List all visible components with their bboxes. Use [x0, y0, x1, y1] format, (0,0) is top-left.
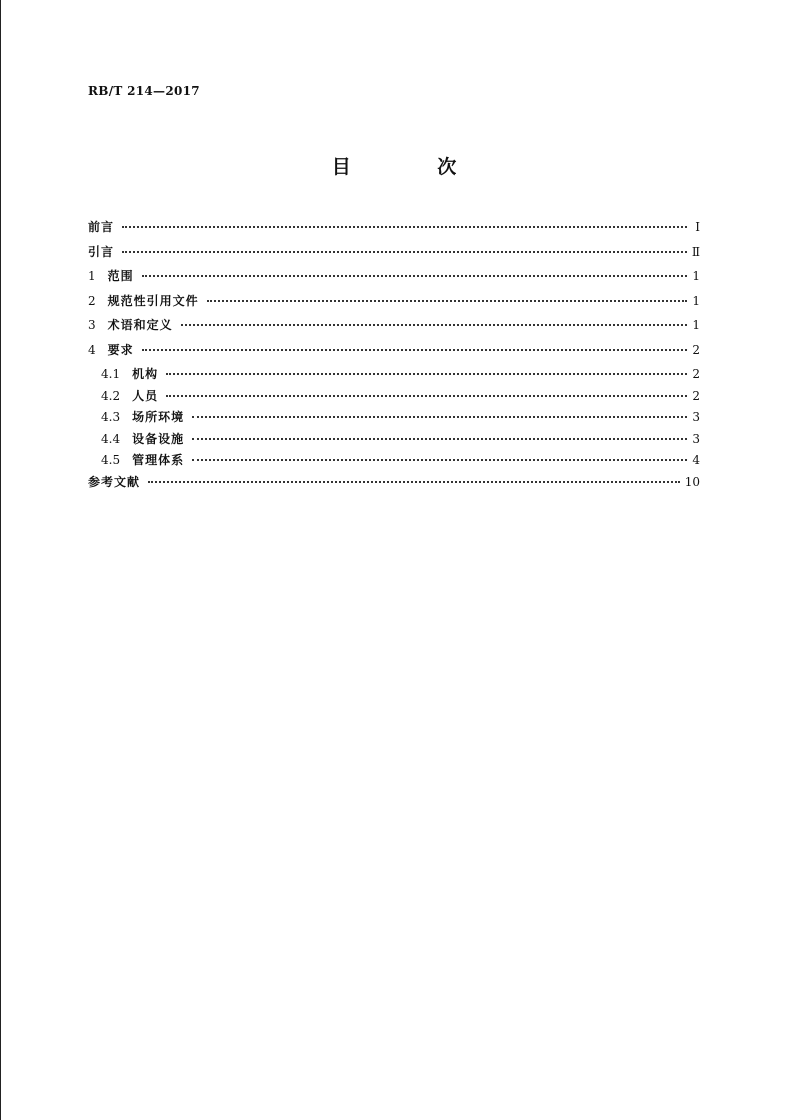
toc-entry-label: 范围	[107, 269, 134, 283]
toc-entry-terms-definitions[interactable]	[88, 316, 700, 341]
toc-leader-dots	[166, 395, 687, 397]
toc-entry-number: 3	[88, 318, 96, 332]
toc-entry-page: 1	[692, 269, 700, 283]
toc-leader-dots	[142, 275, 687, 277]
toc-leader-dots	[122, 226, 687, 228]
toc-entry-page: 2	[692, 342, 700, 357]
toc-entry-label: 参考文献	[88, 474, 141, 489]
toc-leader-dots	[181, 324, 687, 326]
toc-entry-label: 设备设施	[132, 431, 185, 446]
toc-entry-scope[interactable]	[88, 267, 700, 292]
toc-entry-label: 规范性引用文件	[107, 293, 199, 308]
toc-entry-number: 4.2	[101, 388, 121, 403]
toc-entry-number: 4.1	[101, 367, 121, 381]
toc-entry-number: 4.3	[101, 410, 121, 424]
toc-entry-management-system[interactable]	[88, 451, 700, 473]
toc-entry-page: 2	[692, 367, 700, 381]
toc-entry-label: 场所环境	[132, 410, 185, 424]
toc-entry-facilities-environment[interactable]	[88, 408, 700, 430]
toc-entry-number: 1	[88, 269, 96, 283]
toc-entry-number: 4.5	[101, 453, 121, 467]
toc-leader-dots	[207, 300, 687, 302]
toc-entry-number: 4	[88, 342, 96, 357]
toc-entry-label: 要求	[107, 342, 134, 357]
toc-leader-dots	[192, 416, 687, 418]
toc-entry-page: Ⅱ	[691, 244, 700, 259]
toc-entry-page: 1	[692, 293, 700, 308]
toc-entry-bibliography[interactable]	[88, 473, 700, 498]
toc-entry-page: 2	[692, 388, 700, 403]
toc-leader-dots	[122, 251, 687, 253]
toc-leader-dots	[142, 349, 687, 351]
toc-entry-introduction[interactable]	[88, 243, 700, 268]
table-of-contents	[88, 218, 700, 497]
toc-entry-page: 3	[692, 410, 700, 424]
toc-leader-dots	[166, 373, 687, 375]
toc-entry-label: 前言	[88, 220, 115, 234]
toc-leader-dots	[148, 481, 680, 483]
document-code: RB/T 214—2017	[88, 84, 200, 98]
toc-entry-label: 管理体系	[132, 453, 185, 467]
toc-entry-number: 2	[88, 293, 96, 308]
toc-entry-requirements[interactable]	[88, 341, 700, 366]
toc-entry-page: Ⅰ	[695, 220, 700, 234]
toc-entry-organization[interactable]	[88, 365, 700, 387]
toc-entry-page: 4	[692, 453, 700, 467]
toc-entry-page: 1	[692, 318, 700, 332]
toc-entry-normative-references[interactable]	[88, 292, 700, 317]
toc-leader-dots	[192, 438, 687, 440]
toc-entry-page: 3	[692, 431, 700, 446]
toc-entry-equipment[interactable]	[88, 430, 700, 452]
toc-entry-label: 引言	[88, 244, 115, 259]
toc-entry-foreword[interactable]	[88, 218, 700, 243]
toc-entry-page: 10	[684, 474, 700, 489]
toc-entry-label: 机构	[132, 367, 159, 381]
toc-leader-dots	[192, 459, 687, 461]
toc-entry-personnel[interactable]	[88, 387, 700, 409]
toc-title: 目 次	[331, 156, 497, 178]
toc-entry-label: 术语和定义	[107, 318, 173, 332]
toc-entry-label: 人员	[132, 388, 159, 403]
toc-entry-number: 4.4	[101, 431, 121, 446]
